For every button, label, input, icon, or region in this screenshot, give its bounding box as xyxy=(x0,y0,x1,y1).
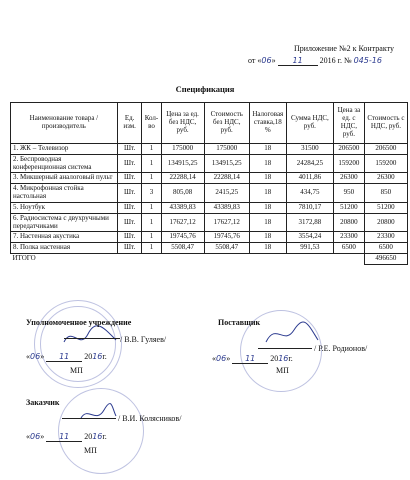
cell-vat: 434,75 xyxy=(286,184,333,203)
contract-date-line: от «06» 11 2016 г. № 045-16 xyxy=(248,56,382,65)
authorized-signature-line xyxy=(64,338,120,339)
cell-qty: 1 xyxy=(142,213,161,232)
table-total-row xyxy=(11,254,408,265)
cell-cost: 19745,76 xyxy=(204,232,249,243)
cell-price: 22288,14 xyxy=(161,173,204,184)
col-header-cost-vat: Стоимость с НДС, руб. xyxy=(364,103,407,144)
contract-number: 045-16 xyxy=(353,56,382,65)
page-title: Спецификация xyxy=(175,84,235,94)
cell-qty: 3 xyxy=(142,184,161,203)
cell-qty: 1 xyxy=(142,232,161,243)
cell-name: 3. Микшерный аналоговый пульт xyxy=(11,173,118,184)
cell-cost: 134915,25 xyxy=(204,154,249,173)
supplier-date: «06» 11 2016г. xyxy=(212,354,293,363)
cell-unit: Шт. xyxy=(117,232,142,243)
cell-name: 5. Ноутбук xyxy=(11,202,118,213)
cell-cost: 22288,14 xyxy=(204,173,249,184)
table-row xyxy=(11,144,408,155)
appendix-title: Приложение №2 к Контракту xyxy=(294,44,394,53)
cell-qty: 1 xyxy=(142,202,161,213)
contract-day: 06 xyxy=(261,56,272,65)
col-header-qty: Кол-во xyxy=(142,103,161,144)
cell-vat: 3554,24 xyxy=(286,232,333,243)
customer-mp: МП xyxy=(84,446,97,455)
cell-unit: Шт. xyxy=(117,173,142,184)
col-header-cost: Стоимость без НДС, руб. xyxy=(204,103,249,144)
table-row xyxy=(11,154,408,173)
cell-qty: 1 xyxy=(142,144,161,155)
cell-name: 2. Беспроводная конференционная система xyxy=(11,154,118,173)
cell-unit: Шт. xyxy=(117,243,142,254)
authorized-mp: МП xyxy=(70,366,83,375)
supplier-label: Поставщик xyxy=(218,318,261,327)
cell-price-vat: 23300 xyxy=(333,232,364,243)
cell-name: 6. Радиосистема с двухручными передатчиками xyxy=(11,213,118,232)
cell-price-vat: 950 xyxy=(333,184,364,203)
cell-unit: Шт. xyxy=(117,213,142,232)
customer-signature-line xyxy=(62,418,116,419)
cell-price: 134915,25 xyxy=(161,154,204,173)
table-header-row xyxy=(11,103,408,144)
spec-table xyxy=(10,102,408,265)
authorized-name: / В.В. Гуляев/ xyxy=(120,335,167,344)
cell-cost-vat: 20800 xyxy=(364,213,407,232)
cell-rate: 18 xyxy=(249,154,286,173)
cell-name: 4. Микрофонная стойка настольная xyxy=(11,184,118,203)
col-header-name: Наименование товара / производитель xyxy=(11,103,118,144)
cell-vat: 991,53 xyxy=(286,243,333,254)
cell-unit: Шт. xyxy=(117,202,142,213)
cell-rate: 18 xyxy=(249,173,286,184)
col-header-vat: Сумма НДС, руб. xyxy=(286,103,333,144)
cell-price: 5508,47 xyxy=(161,243,204,254)
cell-cost-vat: 206500 xyxy=(364,144,407,155)
contract-month: 11 xyxy=(278,56,318,66)
total-value: 496650 xyxy=(364,254,407,265)
cell-qty: 1 xyxy=(142,154,161,173)
cell-price-vat: 6500 xyxy=(333,243,364,254)
signature-customer-icon xyxy=(78,402,118,426)
supplier-name: / Р.Е. Родионов/ xyxy=(314,344,368,353)
cell-price-vat: 20800 xyxy=(333,213,364,232)
col-header-unit: Ед. изм. xyxy=(117,103,142,144)
cell-rate: 18 xyxy=(249,243,286,254)
cell-rate: 18 xyxy=(249,144,286,155)
cell-rate: 18 xyxy=(249,213,286,232)
signature-supplier-icon xyxy=(262,320,322,350)
cell-cost: 43389,83 xyxy=(204,202,249,213)
cell-cost: 17627,12 xyxy=(204,213,249,232)
cell-cost: 2415,25 xyxy=(204,184,249,203)
cell-unit: Шт. xyxy=(117,184,142,203)
cell-name: 7. Настенная акустика xyxy=(11,232,118,243)
cell-vat: 7810,17 xyxy=(286,202,333,213)
cell-cost-vat: 850 xyxy=(364,184,407,203)
cell-name: 8. Полка настенная xyxy=(11,243,118,254)
table-row xyxy=(11,184,408,203)
cell-cost-vat: 51200 xyxy=(364,202,407,213)
cell-vat: 4011,86 xyxy=(286,173,333,184)
cell-vat: 3172,88 xyxy=(286,213,333,232)
cell-name: 1. ЖК – Телевизор xyxy=(11,144,118,155)
col-header-price-vat: Цена за ед. с НДС, руб. xyxy=(333,103,364,144)
cell-qty: 1 xyxy=(142,243,161,254)
cell-rate: 18 xyxy=(249,232,286,243)
cell-price: 805,08 xyxy=(161,184,204,203)
col-header-price: Цена за ед. без НДС, руб. xyxy=(161,103,204,144)
authorized-date: «06» 11 2016г. xyxy=(26,352,107,361)
customer-name: / В.И. Колясников/ xyxy=(118,414,182,423)
cell-price-vat: 26300 xyxy=(333,173,364,184)
table-row xyxy=(11,213,408,232)
cell-unit: Шт. xyxy=(117,144,142,155)
cell-price: 19745,76 xyxy=(161,232,204,243)
cell-cost: 5508,47 xyxy=(204,243,249,254)
cell-cost-vat: 6500 xyxy=(364,243,407,254)
supplier-signature-line xyxy=(258,348,312,349)
cell-qty: 1 xyxy=(142,173,161,184)
cell-price: 43389,83 xyxy=(161,202,204,213)
cell-price-vat: 159200 xyxy=(333,154,364,173)
cell-price-vat: 206500 xyxy=(333,144,364,155)
supplier-mp: МП xyxy=(276,366,289,375)
seal-customer-icon xyxy=(58,388,144,474)
table-row xyxy=(11,243,408,254)
cell-rate: 18 xyxy=(249,202,286,213)
cell-cost-vat: 159200 xyxy=(364,154,407,173)
cell-vat: 31500 xyxy=(286,144,333,155)
col-header-rate: Налоговая ставка,18 % xyxy=(249,103,286,144)
customer-date: «06» 11 2016г. xyxy=(26,432,107,441)
customer-label: Заказчик xyxy=(26,398,60,407)
cell-cost: 175000 xyxy=(204,144,249,155)
cell-price: 17627,12 xyxy=(161,213,204,232)
authorized-label: Уполномоченное учреждение xyxy=(26,318,132,327)
table-row xyxy=(11,202,408,213)
cell-rate: 18 xyxy=(249,184,286,203)
cell-cost-vat: 23300 xyxy=(364,232,407,243)
table-row xyxy=(11,173,408,184)
cell-price-vat: 51200 xyxy=(333,202,364,213)
cell-cost-vat: 26300 xyxy=(364,173,407,184)
cell-price: 175000 xyxy=(161,144,204,155)
total-label: ИТОГО xyxy=(12,254,36,263)
cell-unit: Шт. xyxy=(117,154,142,173)
table-row xyxy=(11,232,408,243)
cell-vat: 24284,25 xyxy=(286,154,333,173)
